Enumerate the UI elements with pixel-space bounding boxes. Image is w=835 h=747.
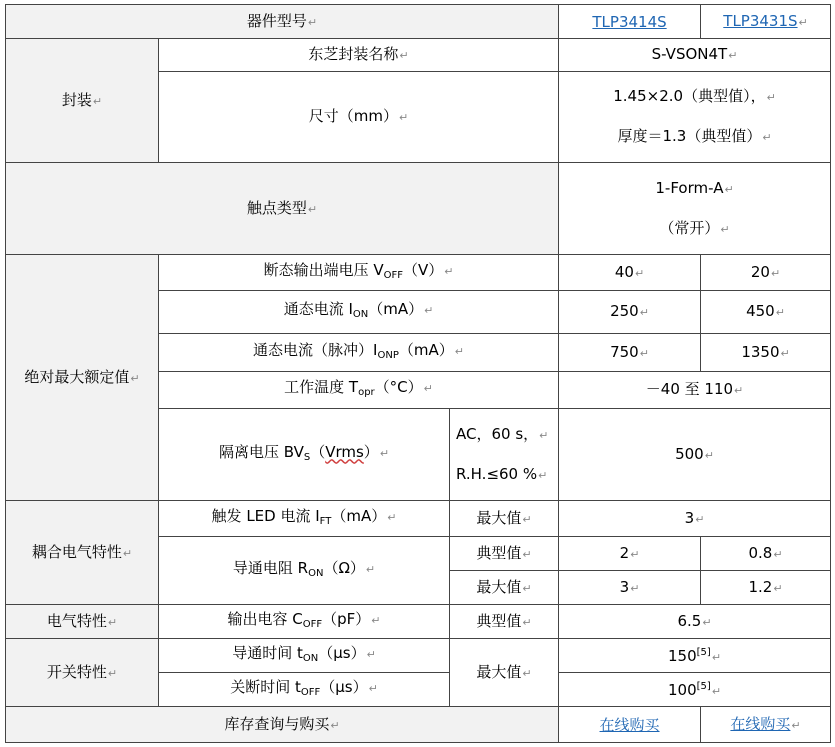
package-size-value: 1.45×2.0（典型值），↵ 厚度＝1.3（典型值）↵ — [559, 72, 831, 163]
ron-max-value-1: 3↵ — [559, 571, 701, 605]
stock-label: 库存查询与购买↵ — [6, 707, 559, 743]
ton-value: 150[5]↵ — [559, 639, 831, 673]
ion-value-2: 450↵ — [701, 291, 831, 334]
model-cell-2: TLP3431S↵ — [701, 5, 831, 39]
contact-row — [6, 163, 831, 255]
model-link-2[interactable]: TLP3431S — [723, 11, 798, 30]
coff-value: 6.5↵ — [559, 605, 831, 639]
ton-label: 导通时间 $t_{ON}(\mu s)↵$ — [159, 639, 450, 673]
ron-label: 导通电阻 $R_{ON}(\Omega)↵$ — [159, 537, 450, 605]
ift-row — [6, 501, 831, 537]
topr-label: 工作温度 $T_{opr}(^\circ C)↵$ — [159, 372, 559, 409]
coupling-group-label: 耦合电气特性↵ — [6, 501, 159, 605]
voff-label: 断态输出端电压 $V_{OFF}(V)↵$ — [159, 255, 559, 291]
ift-label: 触发 LED 电流 $I_{FT}(mA)↵$ — [159, 501, 450, 537]
ift-condition: 最大值↵ — [450, 501, 559, 537]
model-cell-1 — [559, 5, 701, 39]
contact-value: 1-Form-A↵ （常开）↵ — [559, 163, 831, 255]
ron-typ-value-1: 2↵ — [559, 537, 701, 571]
coff-condition: 典型值↵ — [450, 605, 559, 639]
ionp-label: 通态电流（脉冲）$I_{ONP}(mA)↵$ — [159, 334, 559, 372]
package-name-label: 东芝封装名称↵ — [159, 39, 559, 72]
header-label-cell: 器件型号↵ — [6, 5, 559, 39]
topr-value: －40 至 110↵ — [559, 372, 831, 409]
buy-cell-2: 在线购买↵ — [701, 707, 831, 743]
ron-typ-value-2: 0.8↵ — [701, 537, 831, 571]
bvs-value: 500↵ — [559, 409, 831, 501]
toff-value: 100[5]↵ — [559, 673, 831, 707]
ron-typ-condition: 典型值↵ — [450, 537, 559, 571]
header-label: 器件型号 — [246, 11, 307, 30]
ton-row — [6, 639, 831, 673]
package-group-label: 封装↵ — [6, 39, 159, 163]
spec-table — [5, 4, 831, 743]
voff-value-1: 40↵ — [559, 255, 701, 291]
ron-max-value-2: 1.2↵ — [701, 571, 831, 605]
model-link-1[interactable]: TLP3414S — [592, 12, 667, 31]
ionp-value-2: 1350↵ — [701, 334, 831, 372]
contact-label: 触点类型↵ — [6, 163, 559, 255]
package-size-label: 尺寸（mm）↵ — [159, 72, 559, 163]
abs-max-group-label: 绝对最大额定值↵ — [6, 255, 159, 501]
bvs-condition: AC，60 s，↵ R.H.≤60 %↵ — [450, 409, 559, 501]
voff-row — [6, 255, 831, 291]
ron-max-condition: 最大值↵ — [450, 571, 559, 605]
switching-condition: 最大值↵ — [450, 639, 559, 707]
coff-row — [6, 605, 831, 639]
ionp-value-1: 750↵ — [559, 334, 701, 372]
toff-label: 关断时间 $t_{OFF}(\mu s)↵$ — [159, 673, 450, 707]
buy-cell-1 — [559, 707, 701, 743]
ion-value-1: 250↵ — [559, 291, 701, 334]
header-row — [6, 5, 831, 39]
stock-row — [6, 707, 831, 743]
package-name-value: S-VSON4T↵ — [559, 39, 831, 72]
package-name-row — [6, 39, 831, 72]
buy-link-1[interactable]: 在线购买 — [599, 715, 660, 734]
ift-value: 3↵ — [559, 501, 831, 537]
voff-value-2: 20↵ — [701, 255, 831, 291]
ion-label: 通态电流 $I_{ON}(mA)↵$ — [159, 291, 559, 334]
coff-label: 输出电容 $C_{OFF}(pF)↵$ — [159, 605, 450, 639]
buy-link-2[interactable]: 在线购买 — [730, 714, 791, 733]
switching-group-label: 开关特性↵ — [6, 639, 159, 707]
bvs-label: 隔离电压 $BV_S(Vrms)↵$ — [159, 409, 450, 501]
electrical-group-label: 电气特性↵ — [6, 605, 159, 639]
